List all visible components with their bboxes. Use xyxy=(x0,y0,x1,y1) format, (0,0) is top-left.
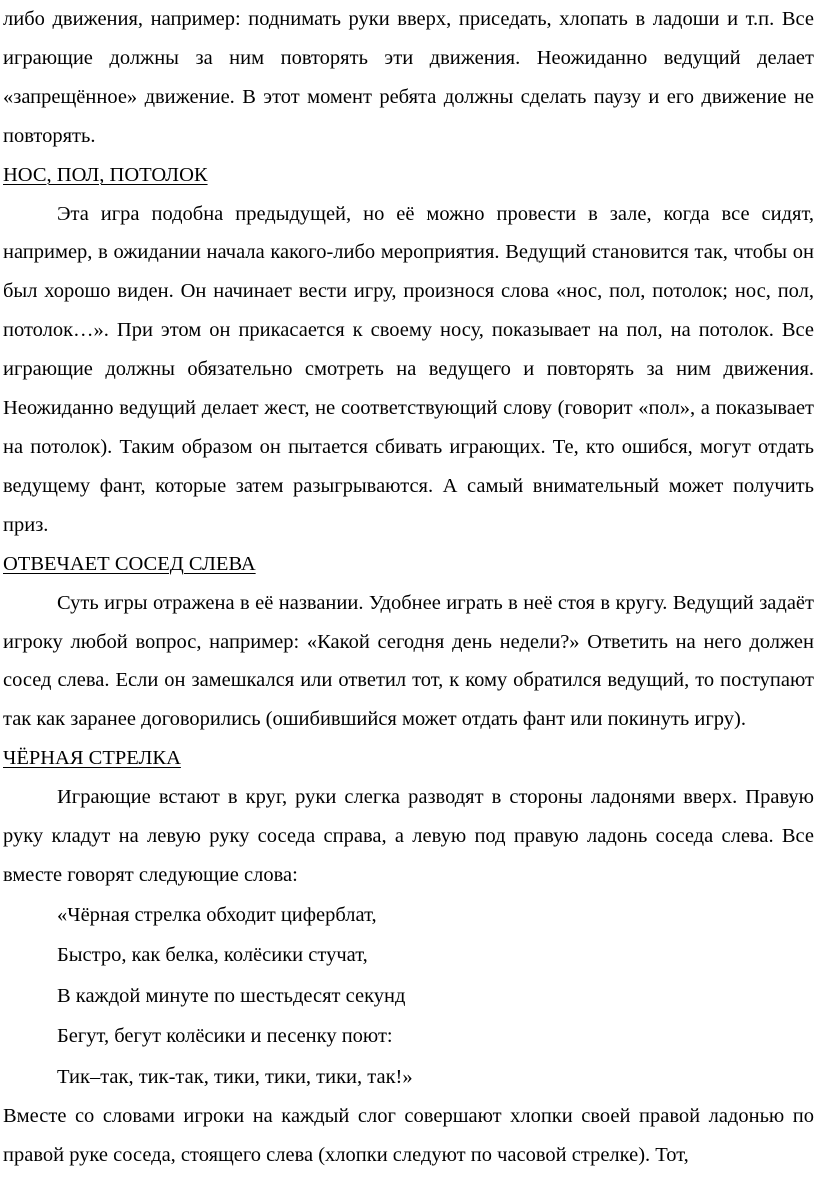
section-paragraph: Эта игра подобна предыдущей, но её можно провести в зале, когда все сидят, например, в ожидании начала какого-либо мероприятия. Ведущий становится так, чтобы он был хорошо виден. Он начинает вести игру, произнося слова «нос, пол, потолок; нос, пол, потолок…». При этом он прикасается к своему носу, показывает на пол, на потолок. Все играющие должны обязательно смотреть на ведущего и повторять за ним движения. Неожиданно ведущий делает жест, не соответствующий слову (говорит «пол», а показывает на потолок). Таким образом он пытается сбивать играющих. Те, кто ошибся, могут отдать ведущему фант, которые затем разыгрываются. А самый внимательный может получить приз. xyxy=(3,202,814,536)
section-heading: ЧЁРНАЯ СТРЕЛКА xyxy=(3,747,181,770)
section-heading: ОТВЕЧАЕТ СОСЕД СЛЕВА xyxy=(3,552,256,575)
intro-paragraph: либо движения, например: поднимать руки вверх, приседать, хлопать в ладоши и т.п. Все играющие должны за ним повторять эти движения. Неожиданно ведущий делает «запрещённое» движение. В этот момент ребята должны сделать паузу и его движение не повторять. xyxy=(3,8,814,147)
section-neighbor-left xyxy=(3,545,814,740)
verse-line: Бегут, бегут колёсики и песенку поют: xyxy=(57,1025,393,1048)
section-paragraph: Суть игры отражена в её названии. Удобнее играть в неё стоя в кругу. Ведущий задаёт игроку любой вопрос, например: «Какой сегодня день недели?» Ответить на него должен сосед слева. Если он замешкался или ответил тот, к кому обратился ведущий, то поступают так как заранее договорились (ошибившийся может отдать фант или покинуть игру). xyxy=(3,591,814,731)
verse-line: В каждой минуте по шестьдесят секунд xyxy=(57,984,406,1007)
verse-line: Быстро, как белка, колёсики стучат, xyxy=(57,944,368,967)
verse-block xyxy=(3,895,814,1098)
section-black-arrow xyxy=(3,739,814,1175)
section-paragraph: Играющие встают в круг, руки слегка разводят в стороны ладонями вверх. Правую руку кладут на левую руку соседа справа, а левую под правую ладонь соседа слева. Все вместе говорят следующие слова: xyxy=(3,786,814,886)
verse-line: «Чёрная стрелка обходит циферблат, xyxy=(57,903,377,926)
verse-line: Тик–так, тик-так, тики, тики, тики, так!» xyxy=(57,1065,413,1088)
section-nose-floor-ceiling xyxy=(3,156,814,545)
after-verse-paragraph: Вместе со словами игроки на каждый слог совершают хлопки своей правой ладонью по правой руке соседа, стоящего слева (хлопки следуют по часовой стрелке). Тот, xyxy=(3,1105,814,1167)
section-heading: НОС, ПОЛ, ПОТОЛОК xyxy=(3,163,208,186)
